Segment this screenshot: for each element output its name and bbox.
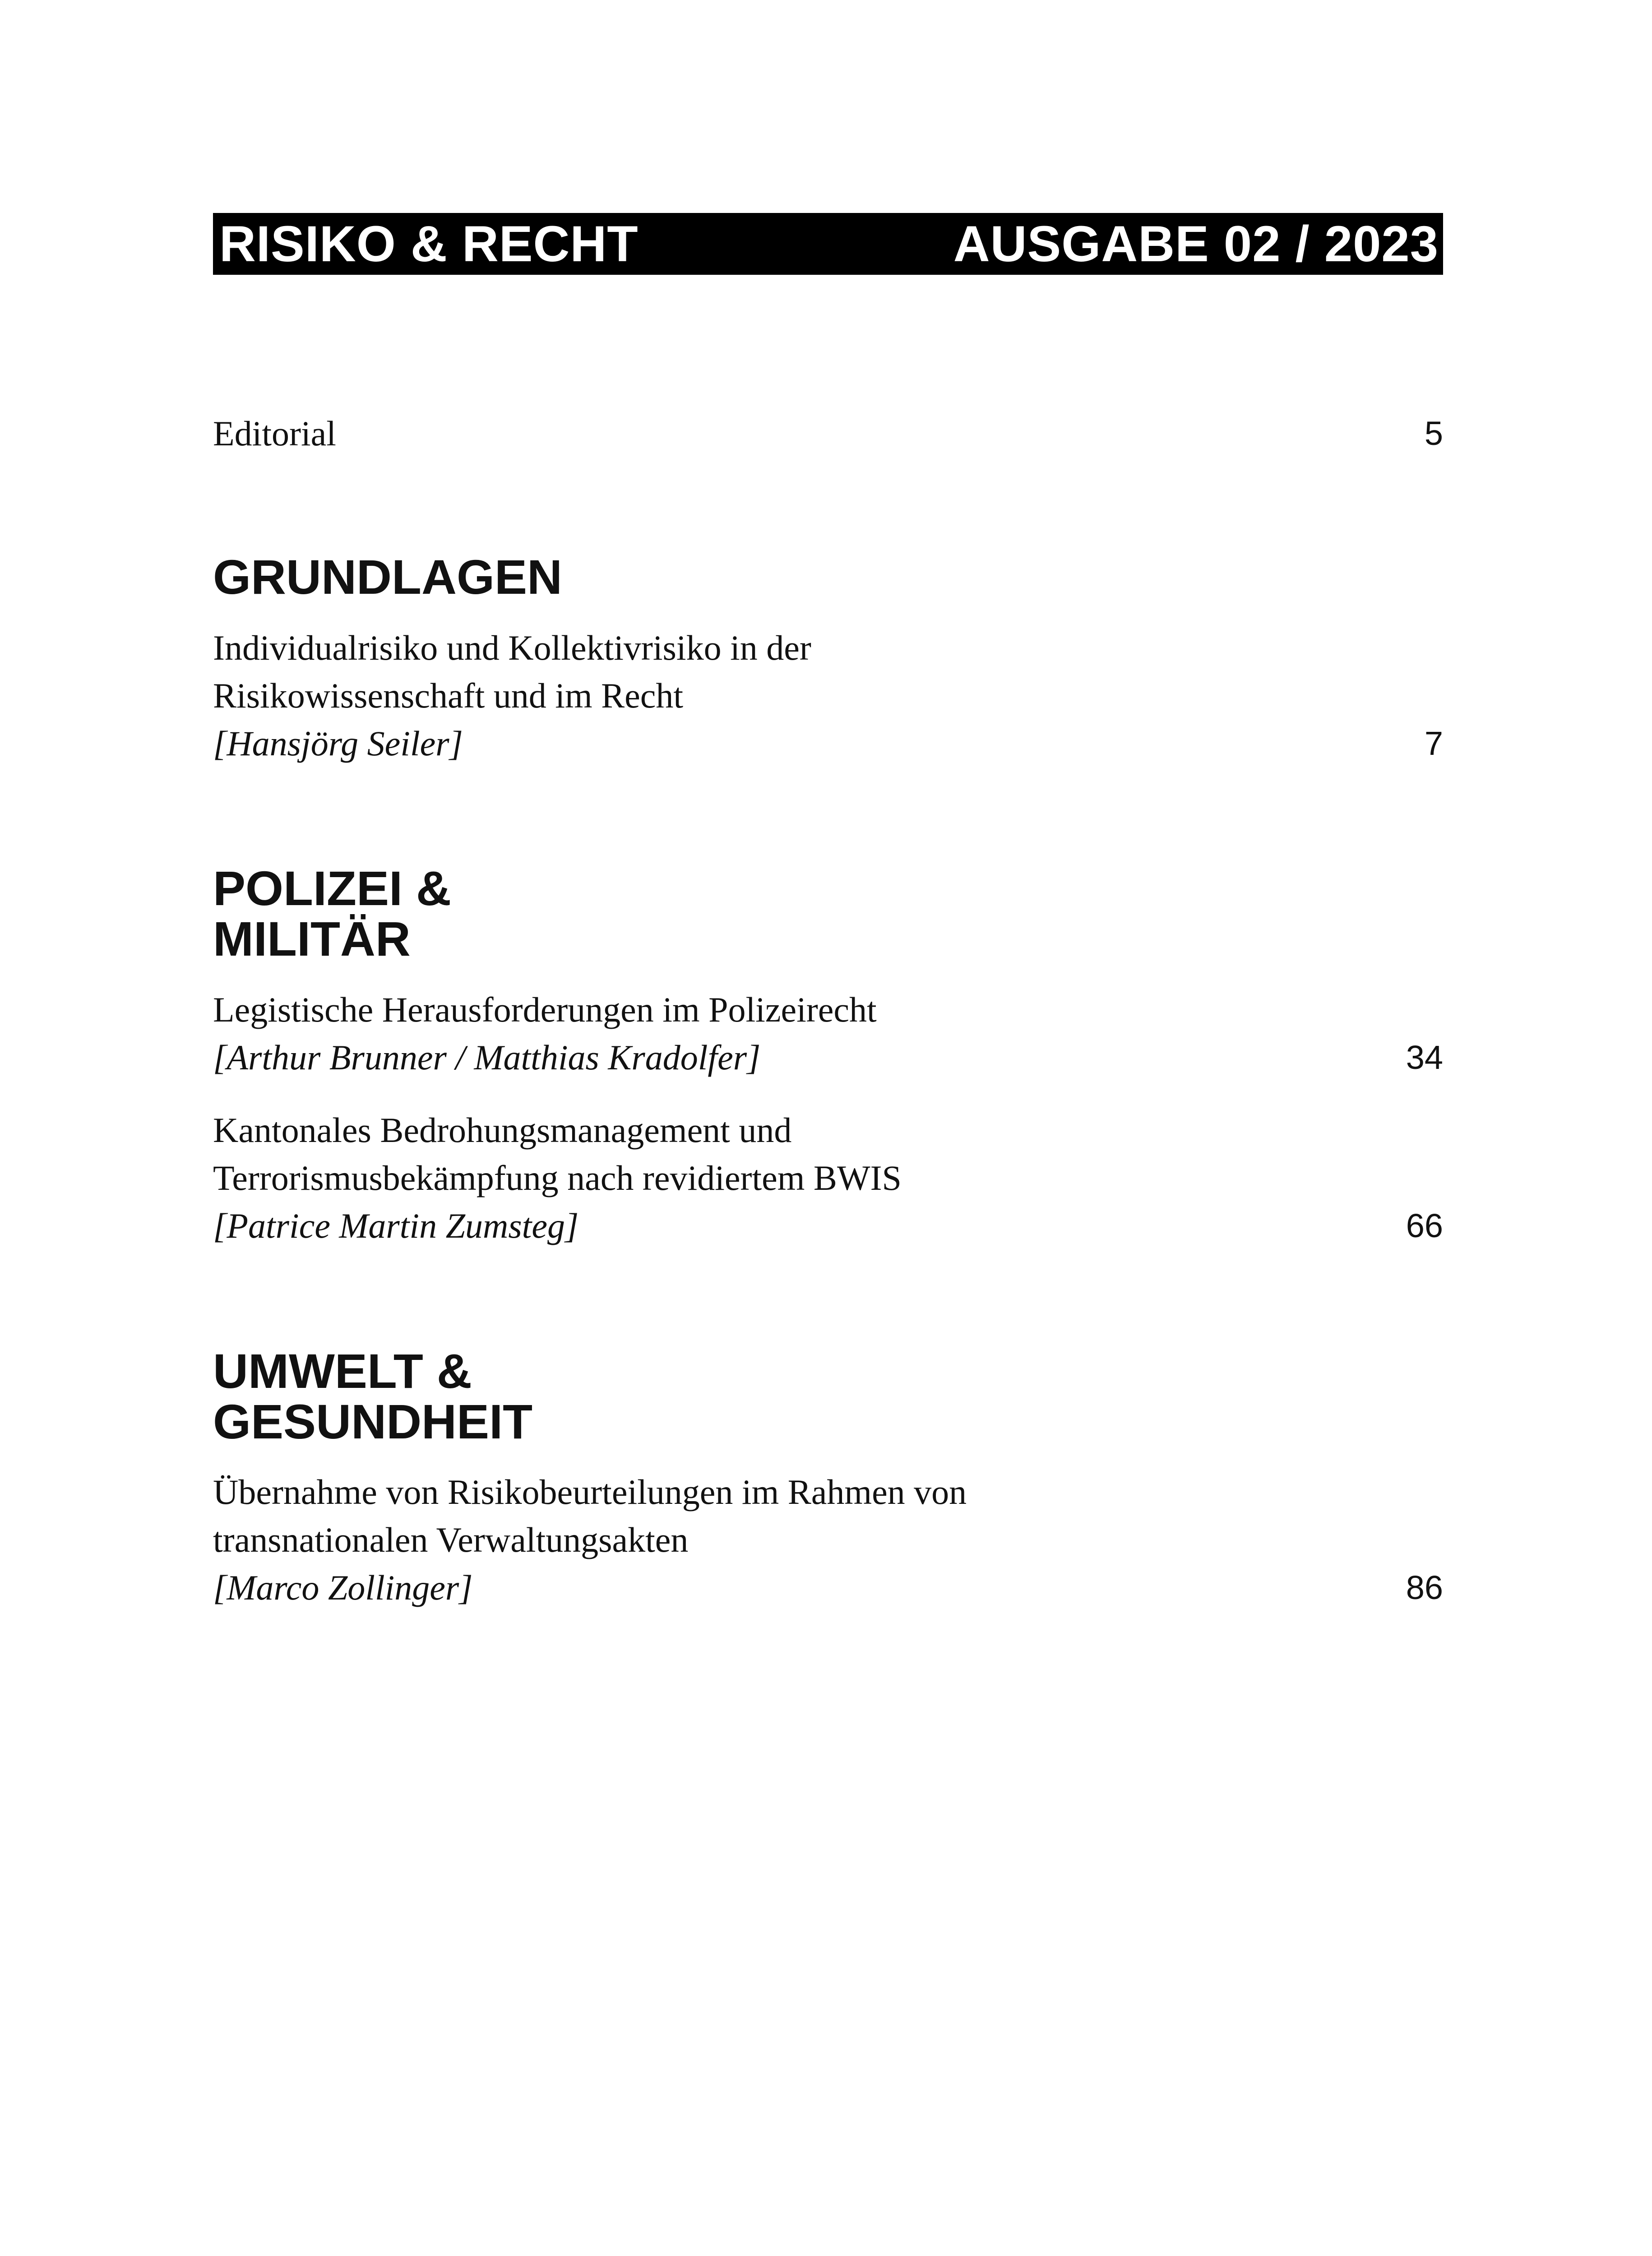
entry-title-line: Terrorismusbekämpfung nach revidiertem BWIS [213, 1158, 902, 1197]
issue-label: AUSGABE 02 / 2023 [953, 216, 1439, 272]
toc-entry-editorial[interactable] [213, 410, 1443, 458]
entry-author: [Arthur Brunner / Matthias Kradolfer] [213, 1038, 761, 1077]
toc-entry[interactable] [213, 1106, 1443, 1250]
page-number: 34 [1406, 1039, 1443, 1076]
header-bar [213, 213, 1443, 275]
entry-title-line: Kantonales Bedrohungsmanagement und [213, 1110, 792, 1150]
entry-title-line: transnationalen Verwaltungsakten [213, 1520, 689, 1559]
toc-entry[interactable] [213, 986, 1443, 1082]
toc-entry[interactable] [213, 1468, 1443, 1612]
entry-title-line: Übernahme von Risikobeurteilungen im Rahmen von [213, 1472, 967, 1512]
page-number: 5 [1424, 415, 1443, 452]
entry-title: Editorial [213, 414, 336, 453]
entry-author: [Marco Zollinger] [213, 1568, 473, 1607]
entry-title-line: Legistische Herausforderungen im Polizeirecht [213, 990, 877, 1029]
entry-author: [Patrice Martin Zumsteg] [213, 1206, 579, 1245]
table-of-contents-page [213, 0, 1443, 2256]
entry-title-line: Individualrisiko und Kollektivrisiko in der [213, 628, 811, 667]
page-number: 86 [1406, 1569, 1443, 1606]
section-heading-grundlagen: GRUNDLAGEN [213, 550, 562, 604]
entry-author: [Hansjörg Seiler] [213, 724, 463, 763]
entry-title-line: Risikowissenschaft und im Recht [213, 676, 684, 715]
page-number: 66 [1406, 1207, 1443, 1244]
journal-title: RISIKO & RECHT [219, 216, 639, 272]
section-heading-umwelt-gesundheit: UMWELT & GESUNDHEIT [213, 1344, 533, 1449]
page-number: 7 [1424, 725, 1443, 762]
toc-entry[interactable] [213, 624, 1443, 767]
section-heading-polizei-militaer: POLIZEI & MILITÄR [213, 861, 452, 966]
